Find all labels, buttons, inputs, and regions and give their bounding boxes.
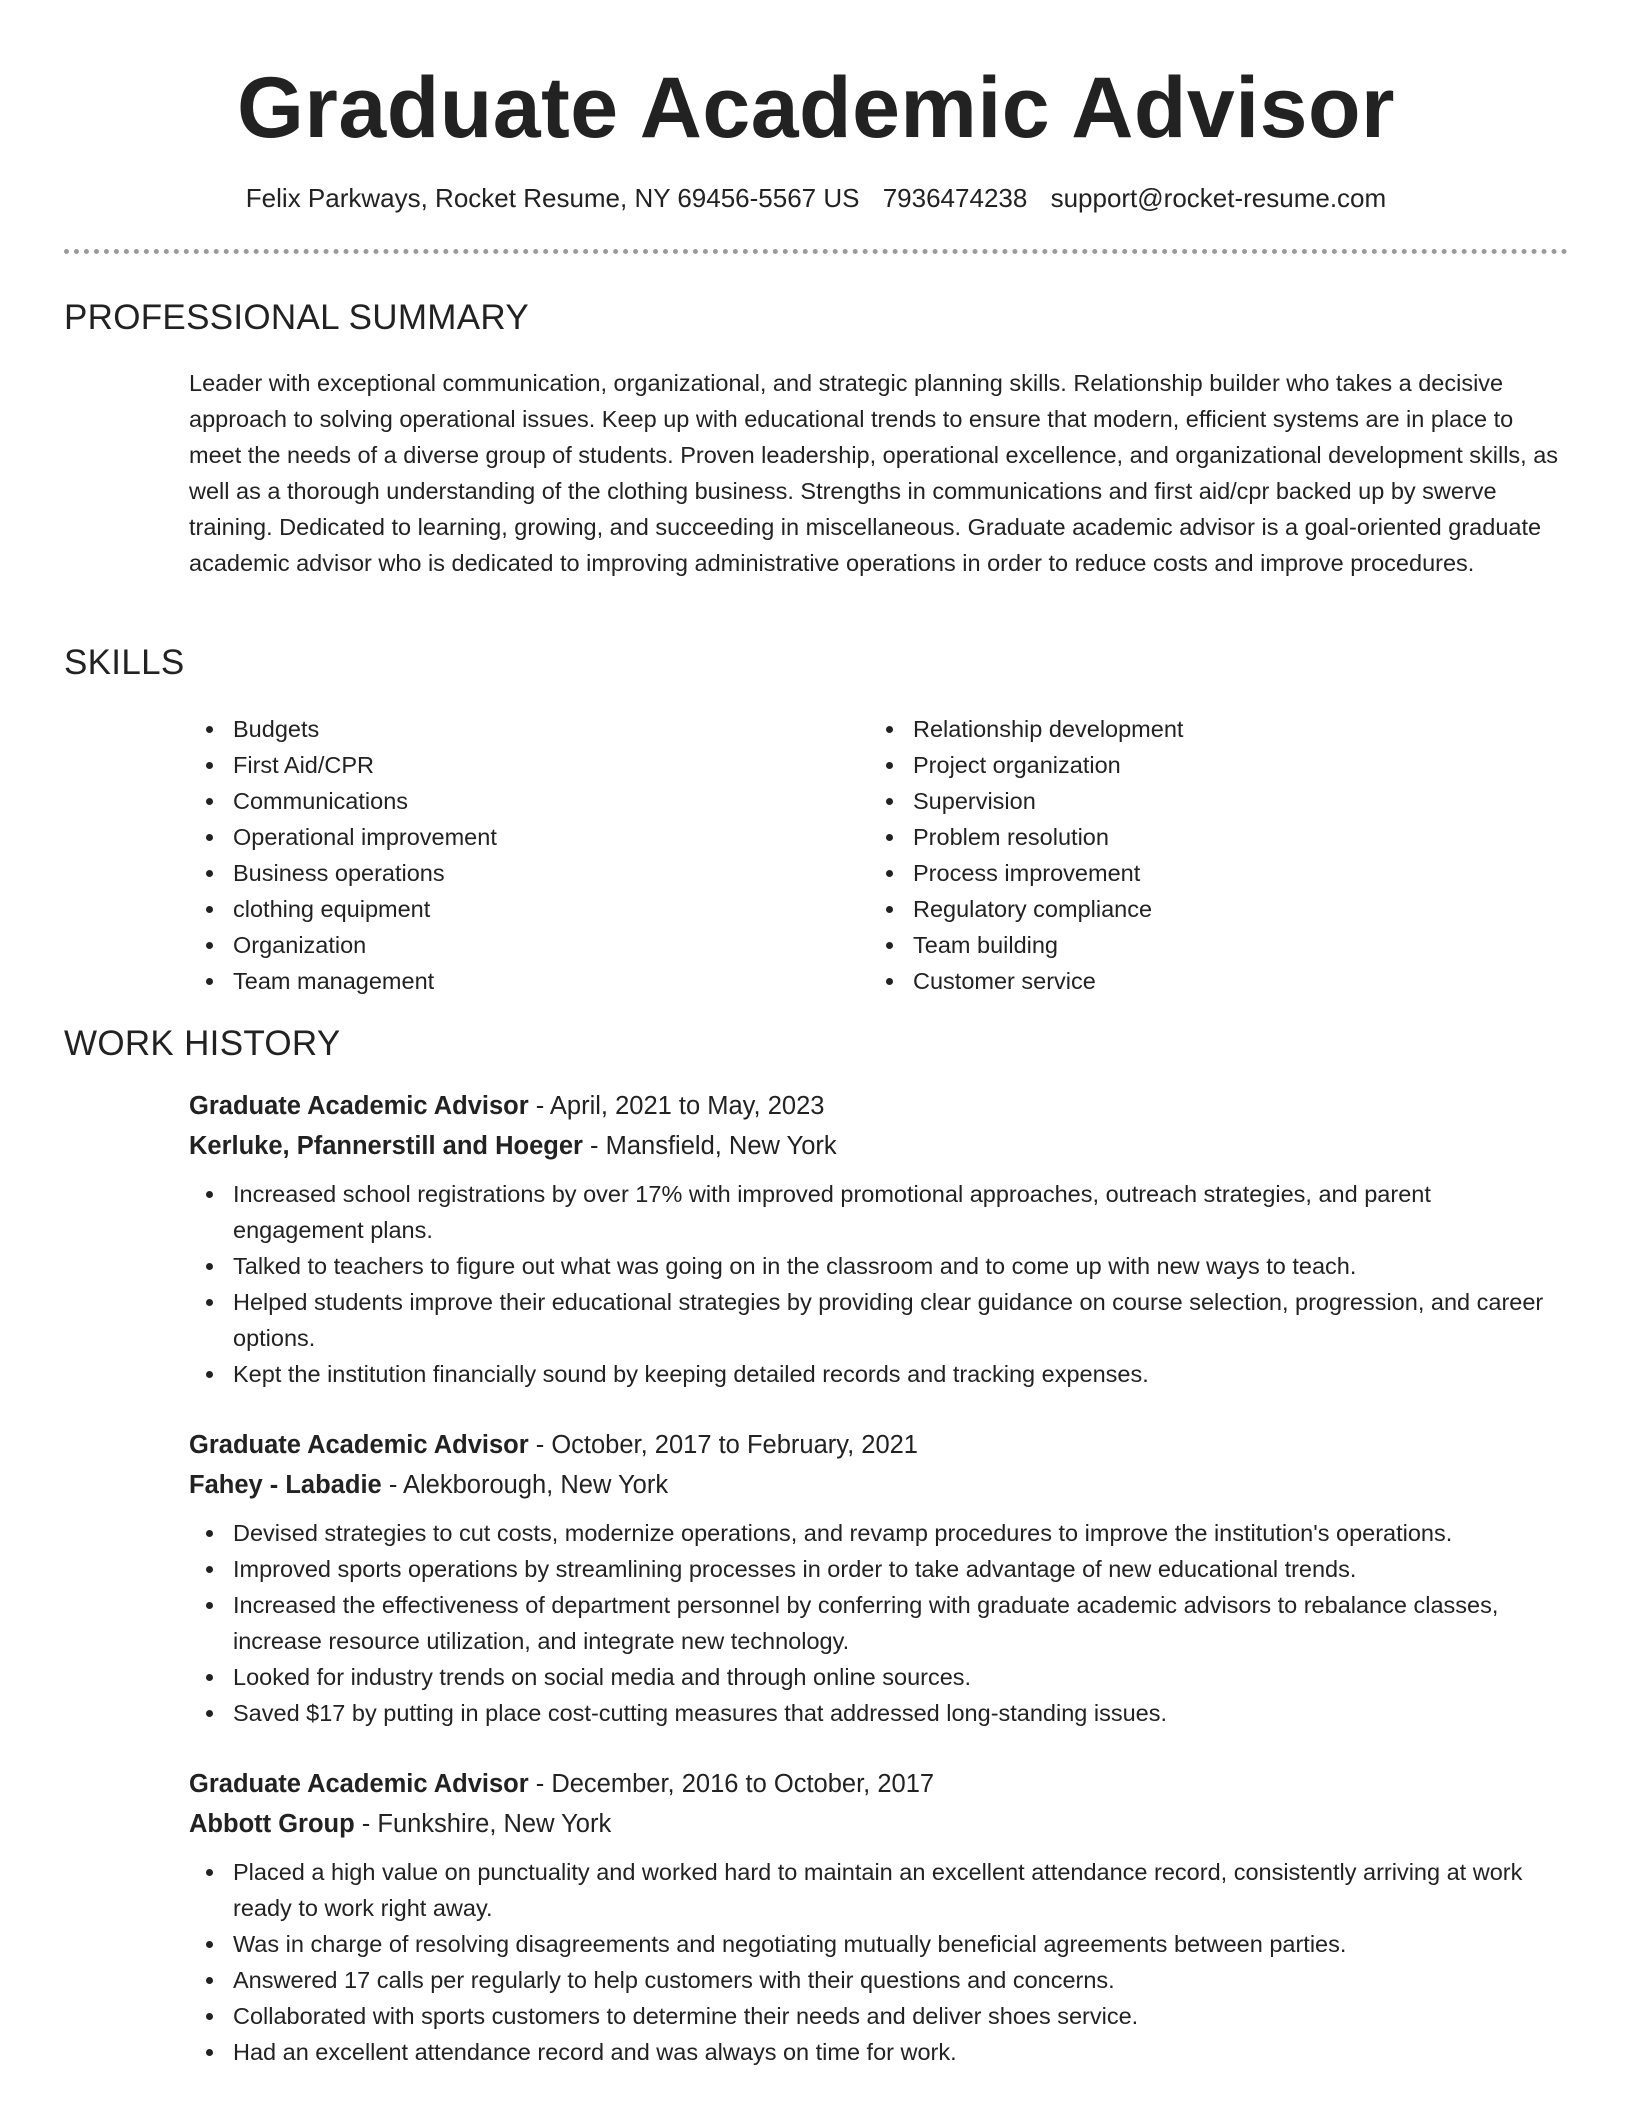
job-location: - Alekborough, New York	[381, 1471, 669, 1499]
skills-heading: SKILLS	[64, 643, 185, 682]
job-bullet: Had an excellent attendance record and was always on time for work.	[189, 2034, 1559, 2070]
job-role: Graduate Academic Advisor	[189, 1431, 529, 1459]
job-bullet: Saved $17 by putting in place cost-cutting measures that addressed long-standing issues.	[189, 1695, 1559, 1731]
skills-list	[189, 711, 1559, 999]
job-bullets	[189, 1176, 1559, 1392]
job-bullet: Helped students improve their educational strategies by providing clear guidance on course selection, progression, and career options.	[189, 1284, 1559, 1356]
skill-item: Communications	[189, 783, 869, 819]
job-company-line	[189, 1804, 1559, 1844]
job-title-line	[189, 1425, 1559, 1465]
job-bullet: Talked to teachers to figure out what was going on in the classroom and to come up with new ways to teach.	[189, 1248, 1559, 1284]
skill-item: Customer service	[869, 963, 1549, 999]
job-bullet: Collaborated with sports customers to determine their needs and deliver shoes service.	[189, 1998, 1559, 2034]
job-company: Abbott Group	[189, 1810, 355, 1838]
job-dates: - October, 2017 to February, 2021	[528, 1431, 918, 1459]
job-entry	[189, 1764, 1559, 2070]
resume-name: Graduate Academic Advisor	[237, 60, 1395, 156]
job-role: Graduate Academic Advisor	[189, 1770, 529, 1798]
summary-text: Leader with exceptional communication, organizational, and strategic planning skills. Relationship builder who takes a decisive approach to solving operational issues. Keep up with educational trends to ensure that modern, efficient systems are in place to meet the needs of a diverse group of students. Proven leadership, operational excellence, and organizational development skills, as well as a thorough understanding of the clothing business. Strengths in communications and first aid/cpr backed up by swerve training. Dedicated to learning, growing, and succeeding in miscellaneous. Graduate academic advisor is a goal-oriented graduate academic advisor who is dedicated to improving administrative operations in order to reduce costs and improve procedures.	[189, 370, 1559, 576]
contact-email: support@rocket-resume.com	[1050, 183, 1387, 213]
job-location: - Funkshire, New York	[354, 1810, 612, 1838]
skills-column-left	[189, 711, 869, 999]
job-company: Fahey - Labadie	[189, 1471, 382, 1499]
job-bullets	[189, 1515, 1559, 1731]
job-company-line	[189, 1465, 1559, 1505]
skill-item: Regulatory compliance	[869, 891, 1549, 927]
skill-item: Team building	[869, 927, 1549, 963]
skill-item: Project organization	[869, 747, 1549, 783]
job-bullet: Increased school registrations by over 17% with improved promotional approaches, outreach strategies, and parent engagement plans.	[189, 1176, 1559, 1248]
skill-item: First Aid/CPR	[189, 747, 869, 783]
skill-item: Relationship development	[869, 711, 1549, 747]
skill-item: Problem resolution	[869, 819, 1549, 855]
work-history-heading: WORK HISTORY	[64, 1024, 341, 1063]
skill-item: clothing equipment	[189, 891, 869, 927]
job-bullet: Kept the institution financially sound by keeping detailed records and tracking expenses.	[189, 1356, 1559, 1392]
job-role: Graduate Academic Advisor	[189, 1092, 529, 1120]
skills-column-right	[869, 711, 1549, 999]
contact-address: Felix Parkways, Rocket Resume, NY 69456-5567 US	[245, 183, 860, 213]
job-title-line	[189, 1086, 1559, 1126]
job-bullet: Answered 17 calls per regularly to help customers with their questions and concerns.	[189, 1962, 1559, 1998]
job-location: - Mansfield, New York	[582, 1132, 837, 1160]
job-company-line	[189, 1126, 1559, 1166]
job-entry	[189, 1425, 1559, 1731]
contact-line	[0, 180, 1632, 216]
job-company: Kerluke, Pfannerstill and Hoeger	[189, 1132, 583, 1160]
job-bullet: Devised strategies to cut costs, modernize operations, and revamp procedures to improve the institution's operations.	[189, 1515, 1559, 1551]
job-bullets	[189, 1854, 1559, 2070]
job-bullet: Placed a high value on punctuality and worked hard to maintain an excellent attendance record, consistently arriving at work ready to work right away.	[189, 1854, 1559, 1926]
skill-item: Supervision	[869, 783, 1549, 819]
job-bullet: Was in charge of resolving disagreements and negotiating mutually beneficial agreements between parties.	[189, 1926, 1559, 1962]
contact-phone: 7936474238	[882, 183, 1028, 213]
skill-item: Budgets	[189, 711, 869, 747]
job-dates: - December, 2016 to October, 2017	[528, 1770, 935, 1798]
skill-item: Process improvement	[869, 855, 1549, 891]
job-bullet: Improved sports operations by streamlining processes in order to take advantage of new educational trends.	[189, 1551, 1559, 1587]
skill-item: Business operations	[189, 855, 869, 891]
job-bullet: Increased the effectiveness of department personnel by conferring with graduate academic advisors to rebalance classes, increase resource utilization, and integrate new technology.	[189, 1587, 1559, 1659]
skill-item: Organization	[189, 927, 869, 963]
job-entry	[189, 1086, 1559, 1392]
job-title-line	[189, 1764, 1559, 1804]
job-bullet: Looked for industry trends on social media and through online sources.	[189, 1659, 1559, 1695]
summary-heading: PROFESSIONAL SUMMARY	[64, 298, 529, 337]
job-dates: - April, 2021 to May, 2023	[528, 1092, 825, 1120]
skill-item: Operational improvement	[189, 819, 869, 855]
skill-item: Team management	[189, 963, 869, 999]
header-divider	[64, 249, 1568, 254]
